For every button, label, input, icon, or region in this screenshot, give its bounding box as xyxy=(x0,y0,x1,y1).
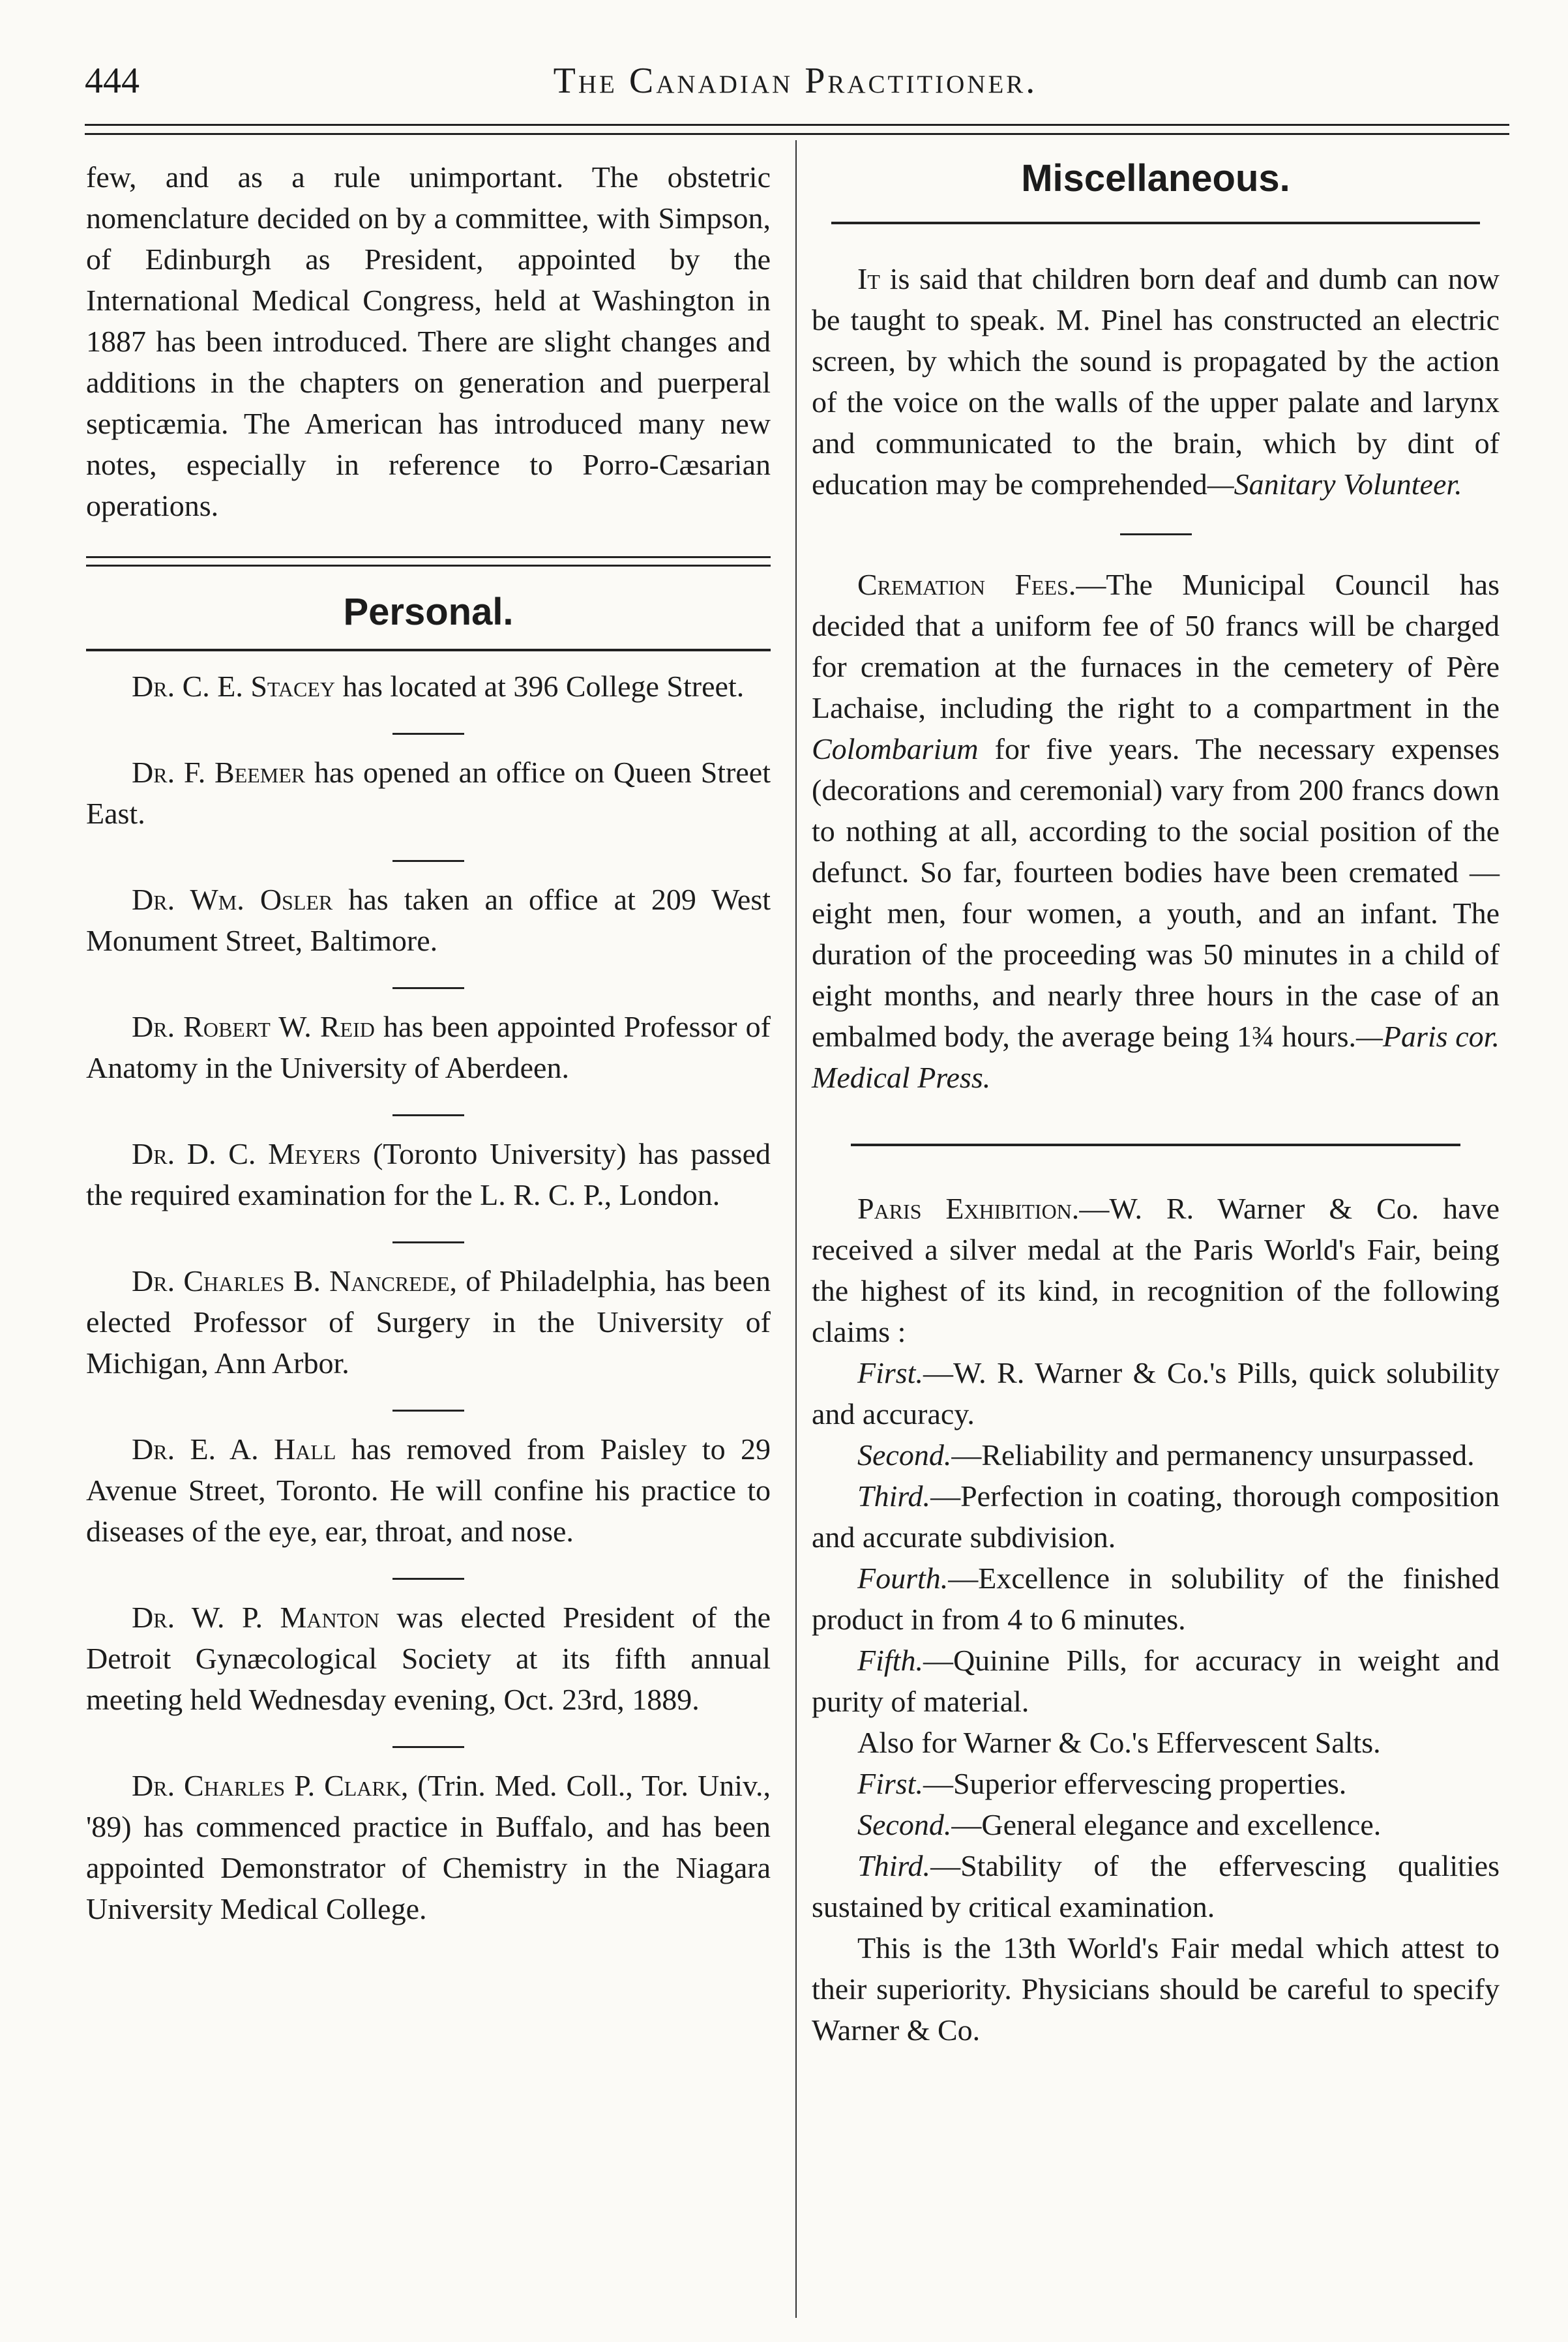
claim: Fifth.—Quinine Pills, for accuracy in weight and purity of material. xyxy=(812,1644,1500,1718)
claim: Second.—Reliability and permanency unsurpassed. xyxy=(857,1438,1475,1472)
personal-item: Dr. Charles B. Nancrede, of Philadelphia, has been elected Professor of Surgery in the University of Michigan, Ann Arbor. xyxy=(86,1264,771,1380)
personal-item: Dr. F. Beemer has opened an office on Queen Street East. xyxy=(86,756,771,830)
item-separator xyxy=(392,1746,464,1748)
person-name: Dr. Robert W. Reid xyxy=(132,1010,375,1043)
journal-title: The Canadian Practitioner. xyxy=(553,61,1038,101)
personal-item: Dr. D. C. Meyers (Toronto University) has passed the required examination for the L. R. C. P., London. xyxy=(86,1137,771,1211)
item-separator xyxy=(392,1114,464,1116)
cremation-title: Cremation Fees. xyxy=(857,568,1076,601)
exhibition-intro: Paris Exhibition.—W. R. Warner & Co. have received a silver medal at the Paris World's Fair, being the highest of its kind, in recognition of the following claims : xyxy=(812,1192,1500,1348)
item-separator xyxy=(392,1410,464,1412)
header-rule-bottom xyxy=(85,133,1509,135)
left-column xyxy=(86,156,771,1929)
source-citation: —Paris cor. Medical Press. xyxy=(812,1020,1500,1094)
salt-claim: Third.—Stability of the effervescing qualities sustained by critical examination. xyxy=(812,1849,1500,1923)
header-rule-top xyxy=(85,124,1509,126)
salt-claim: First.—Superior effervescing properties. xyxy=(857,1767,1347,1800)
cremation-paragraph: Cremation Fees.—The Municipal Council has decided that a uniform fee of 50 francs will be charged for cremation at the furnaces in the cemetery of Père Lachaise, including the right to a compartment in the Colombarium for five years. The necessary expenses (decorations and ceremonial) vary from 200 francs down to nothing at all, according to the social position of the defunct. So far, fourteen bodies have been cremated — eight men, four women, a youth, and an infant. The duration of the proceeding was 50 minutes in a child of eight months, and nearly three hours in the case of an embalmed body, the average being 1¾ hours.—Paris cor. Medical Press. xyxy=(812,568,1500,1094)
personal-item: Dr. E. A. Hall has removed from Paisley to 29 Avenue Street, Toronto. He will confine his practice to diseases of the eye, ear, throat, and nose. xyxy=(86,1432,771,1548)
item-separator xyxy=(392,987,464,989)
item-separator xyxy=(1120,533,1192,535)
continued-paragraph: few, and as a rule unimportant. The obstetric nomenclature decided on by a committee, with Simpson, of Edinburgh as President, appointed by the International Medical Congress, held at Washington in 1887 has been introduced. There are slight changes and additions in the chapters on generation and puerperal septicæmia. The American has introduced many new notes, especially in reference to Porro-Cæsarian operations. xyxy=(86,160,771,522)
heading-rule xyxy=(86,649,771,651)
person-name: Dr. F. Beemer xyxy=(132,756,306,789)
section-double-rule xyxy=(86,556,771,567)
exhibition-title: Paris Exhibition. xyxy=(857,1192,1080,1225)
source-citation: —Sanitary Volunteer. xyxy=(1207,467,1462,501)
person-name: Dr. Wm. Osler xyxy=(132,883,333,916)
claim: Fourth.—Excellence in solubility of the finished product in from 4 to 6 minutes. xyxy=(812,1562,1500,1636)
item-separator xyxy=(392,1241,464,1243)
personal-item: Dr. W. P. Manton was elected President of the Detroit Gynæcological Society at its fifth annual meeting held Wednesday evening, Oct. 23rd, 1889. xyxy=(86,1601,771,1716)
person-name: Dr. D. C. Meyers xyxy=(132,1137,361,1170)
item-separator xyxy=(392,1578,464,1580)
deaf-paragraph: It is said that children born deaf and dumb can now be taught to speak. M. Pinel has constructed an electric screen, by which the sound is propagated by the action of the voice on the walls of the upper palate and larynx and communicated to the brain, which by dint of education may be comprehended—Sanitary Volunteer. xyxy=(812,262,1500,501)
person-name: Dr. Charles P. Clark, xyxy=(132,1769,409,1802)
item-separator xyxy=(392,733,464,735)
personal-item: Dr. Wm. Osler has taken an office at 209 West Monument Street, Baltimore. xyxy=(86,883,771,957)
salt-claim: Second.—General elegance and excellence. xyxy=(857,1808,1382,1841)
running-head xyxy=(85,60,1506,112)
person-name: Dr. C. E. Stacey xyxy=(132,670,336,703)
personal-heading: Personal. xyxy=(343,591,514,633)
item-separator xyxy=(392,860,464,862)
claim: Third.—Perfection in coating, thorough composition and accurate subdivision. xyxy=(812,1479,1500,1554)
column-divider xyxy=(795,140,797,2318)
miscellaneous-heading: Miscellaneous. xyxy=(1021,157,1290,200)
closing-paragraph: This is the 13th World's Fair medal which attest to their superiority. Physicians should be careful to specify Warner & Co. xyxy=(812,1931,1500,2047)
right-column xyxy=(812,156,1500,2051)
section-rule xyxy=(851,1144,1460,1146)
personal-item: Dr. Robert W. Reid has been appointed Professor of Anatomy in the University of Aberdeen. xyxy=(86,1010,771,1084)
personal-item: Dr. C. E. Stacey has located at 396 College Street. xyxy=(132,670,745,703)
also-line: Also for Warner & Co.'s Effervescent Salts. xyxy=(857,1726,1381,1759)
person-name: Dr. E. A. Hall xyxy=(132,1432,336,1466)
person-name: Dr. W. P. Manton xyxy=(132,1601,379,1634)
person-name: Dr. Charles B. Nancrede, xyxy=(132,1264,457,1297)
heading-rule xyxy=(831,222,1480,224)
page-number: 444 xyxy=(85,61,140,101)
personal-item: Dr. Charles P. Clark, (Trin. Med. Coll., Tor. Univ., '89) has commenced practice in Buffalo, and has been appointed Demonstrator of Chemistry in the Niagara University Medical College. xyxy=(86,1769,771,1925)
claim: First.—W. R. Warner & Co.'s Pills, quick solubility and accuracy. xyxy=(812,1356,1500,1430)
